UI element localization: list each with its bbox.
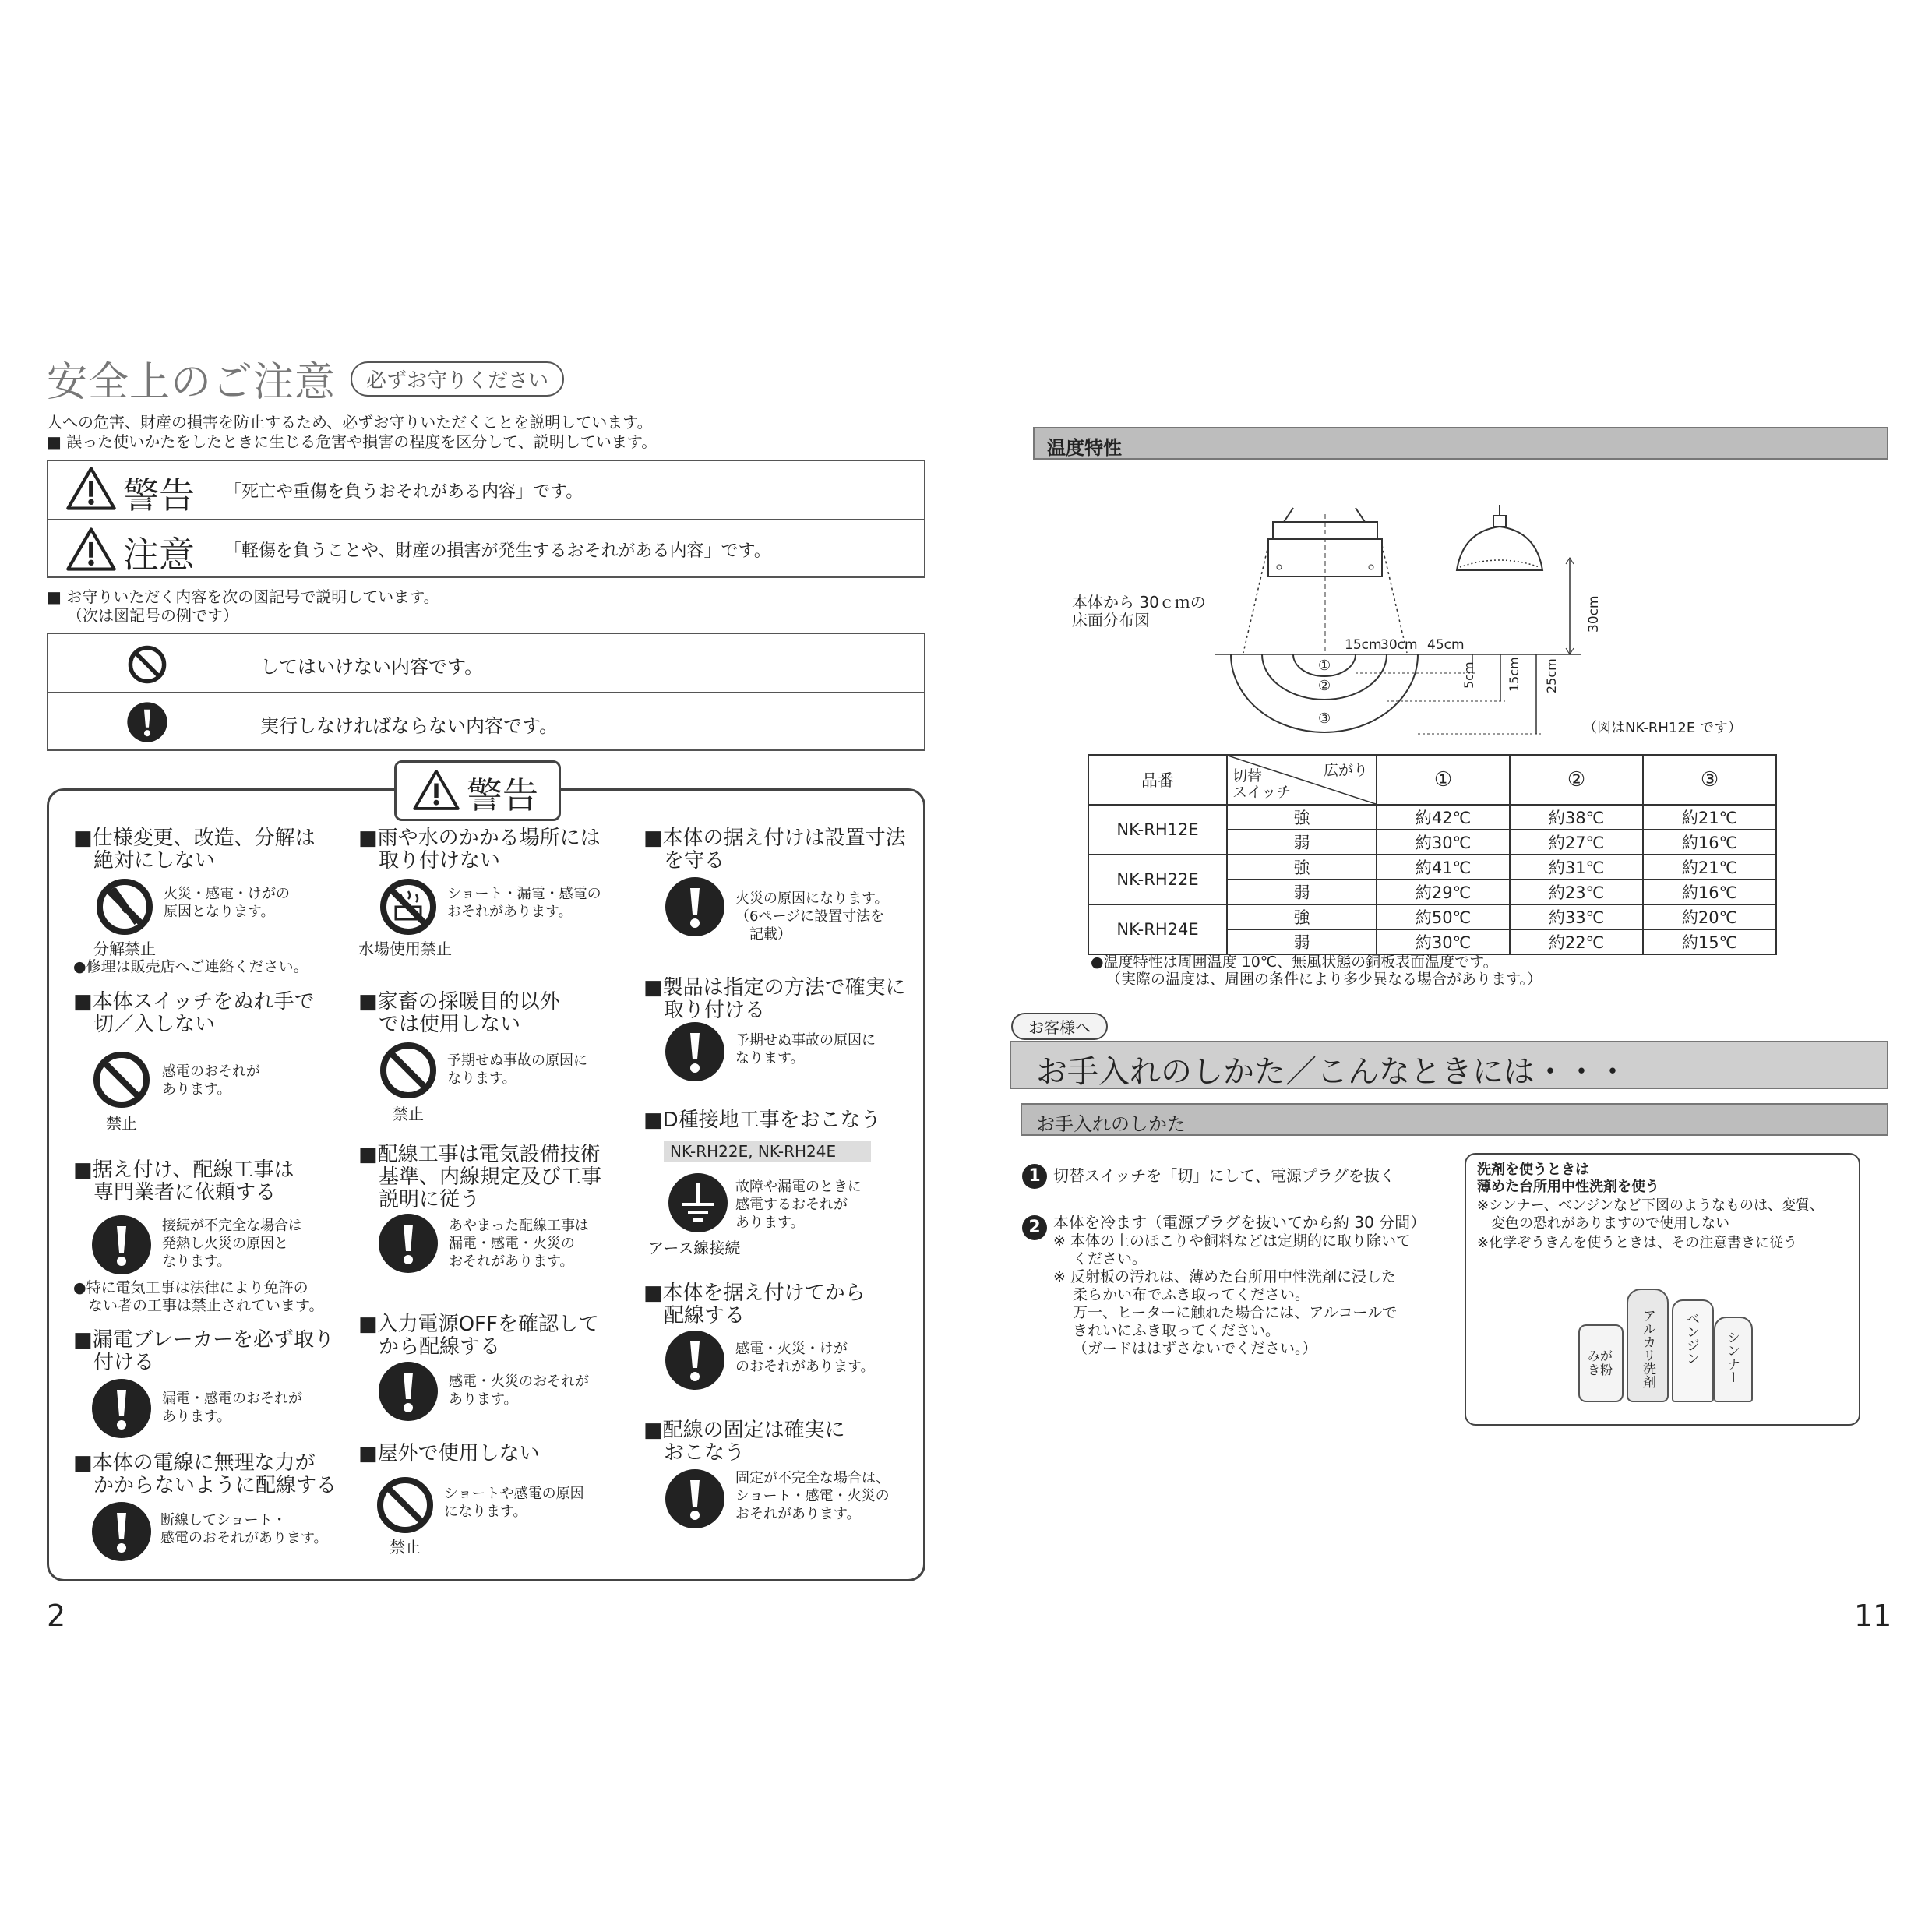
- ground-icon: [667, 1172, 729, 1234]
- model-cell: NK-RH22E: [1088, 855, 1227, 904]
- mandatory-icon: [377, 1212, 439, 1274]
- warning-title: ■本体の電線に無理な力が かからないように配線する: [73, 1451, 337, 1497]
- temp-cell: 約30℃: [1377, 830, 1510, 855]
- symbols-table: [47, 633, 925, 751]
- care-title-bar: [1010, 1041, 1888, 1089]
- section-header-temperature: [1033, 427, 1888, 460]
- icon-label: 禁止: [390, 1538, 421, 1557]
- warning-desc: 断線してショート・ 感電のおそれがあります。: [160, 1512, 328, 1546]
- symbols-intro: ■ お守りいただく内容を次の図記号で説明しています。: [47, 587, 439, 606]
- symbol-desc: 実行しなければならない内容です。: [260, 715, 559, 737]
- step-text: 本体を冷ます（電源プラグを抜いてから約 30 分間）: [1053, 1213, 1426, 1232]
- page-number: 11: [1854, 1599, 1892, 1633]
- prohibition-icon: [377, 1039, 439, 1102]
- care-title: お手入れのしかた／こんなときには・・・: [1036, 1054, 1628, 1090]
- zone-label: ③: [1318, 710, 1331, 727]
- section-title: 温度特性: [1047, 437, 1122, 459]
- temp-cell: 約33℃: [1510, 904, 1643, 929]
- model-cell: NK-RH12E: [1088, 805, 1227, 855]
- benzine-bottle: [1672, 1299, 1714, 1402]
- warning-title: ■仕様変更、改造、分解は 絶対にしない: [73, 827, 316, 873]
- switch-cell: 強: [1227, 805, 1377, 830]
- table-header-model: 品番: [1088, 755, 1227, 805]
- hazard-level-table: [47, 460, 925, 578]
- detergent-title: 薄めた台所用中性洗剤を使う: [1477, 1179, 1659, 1195]
- warning-title: ■D種接地工事をおこなう: [643, 1109, 881, 1132]
- table-note: （実際の温度は、周囲の条件により多少異なる場合があります。）: [1106, 971, 1542, 988]
- dim-label: 15cm: [1507, 657, 1521, 692]
- thinner-can: [1714, 1317, 1753, 1402]
- temp-cell: 約30℃: [1377, 929, 1510, 954]
- zone-label: ①: [1318, 658, 1331, 674]
- step-text: 切替スイッチを「切」にして、電源プラグを抜く: [1053, 1166, 1395, 1185]
- disassembly-prohibited-icon: [93, 876, 156, 938]
- warning-title: ■屋外で使用しない: [358, 1442, 540, 1465]
- warning-desc: 火災の原因になります。 （6ページに設置寸法を 記載）: [735, 890, 889, 943]
- table-header-spread: 広がり: [1323, 762, 1368, 779]
- dim-label: 5cm: [1461, 661, 1476, 689]
- warning-box-title: 警告: [467, 774, 538, 816]
- warning-note: ●修理は販売店へご連絡ください。: [73, 958, 308, 975]
- diagram-caption: 本体から 30ｃｍの 床面分布図: [1072, 593, 1206, 629]
- icon-label: 禁止: [393, 1105, 424, 1123]
- symbol-row-mandatory: [48, 693, 924, 749]
- warning-title: ■本体の据え付けは設置寸法 を守る: [643, 827, 906, 873]
- table-header-zone: ①: [1377, 755, 1510, 805]
- temp-cell: 約50℃: [1377, 904, 1510, 929]
- temp-cell: 約21℃: [1643, 855, 1776, 880]
- level-row-caution: [48, 520, 924, 576]
- temp-cell: 約22℃: [1510, 929, 1643, 954]
- warning-title: ■雨や水のかかる場所には 取り付けない: [358, 827, 601, 873]
- warning-desc: ショートや感電の原因 になります。: [444, 1486, 584, 1520]
- mandatory-icon: [90, 1214, 153, 1276]
- icon-label: 水場使用禁止: [358, 940, 452, 958]
- symbol-desc: してはいけない内容です。: [260, 656, 484, 678]
- symbols-intro: （次は図記号の例です）: [67, 606, 238, 625]
- step-number: 1: [1028, 1166, 1041, 1186]
- icon-label: アース線接続: [648, 1239, 741, 1257]
- table-header-switch: 切替 スイッチ: [1232, 767, 1292, 801]
- temp-cell: 約16℃: [1643, 880, 1776, 904]
- mandatory-icon: [90, 1500, 153, 1563]
- table-header-zone: ②: [1510, 755, 1643, 805]
- mandatory-icon: [377, 1360, 439, 1423]
- warning-triangle-icon: [65, 466, 117, 511]
- temp-cell: 約20℃: [1643, 904, 1776, 929]
- level-label: 注意: [123, 534, 195, 576]
- table-header-zone: ③: [1643, 755, 1776, 805]
- temp-cell: 約29℃: [1377, 880, 1510, 904]
- symbol-row-prohibition: [48, 634, 924, 693]
- product-label: アルカリ洗剤: [1640, 1309, 1655, 1388]
- mandatory-icon: [664, 1021, 726, 1083]
- icon-label: 分解禁止: [93, 940, 156, 958]
- detergent-title: 洗剤を使うときは: [1477, 1162, 1589, 1178]
- page-number: 2: [47, 1599, 66, 1633]
- warning-title: ■本体を据え付けてから 配線する: [643, 1282, 866, 1327]
- warning-title: ■本体スイッチをぬれ手で 切／入しない: [73, 990, 315, 1036]
- warning-desc: あやまった配線工事は 漏電・感電・火災の おそれがあります。: [449, 1218, 589, 1270]
- warning-box-header: [394, 760, 561, 821]
- temp-cell: 約31℃: [1510, 855, 1643, 880]
- customer-badge: お客様へ: [1011, 1013, 1108, 1040]
- dim-label: 30cm: [1380, 637, 1418, 653]
- alkali-detergent-bottle: [1627, 1289, 1669, 1402]
- switch-cell: 弱: [1227, 880, 1377, 904]
- warning-note: ●特に電気工事は法律により免許の ない者の工事は禁止されています。: [73, 1279, 324, 1314]
- title-badge: 必ずお守りください: [351, 361, 564, 397]
- diagram-note: （図はNK-RH12E です）: [1583, 720, 1742, 736]
- warning-triangle-icon: [65, 527, 117, 572]
- temp-cell: 約41℃: [1377, 855, 1510, 880]
- warning-desc: 漏電・感電のおそれが あります。: [162, 1391, 302, 1425]
- warning-desc: 感電・火災のおそれが あります。: [449, 1373, 589, 1408]
- mandatory-icon: [126, 701, 168, 743]
- warning-desc: 火災・感電・けがの 原因となります。: [164, 886, 290, 920]
- page-title: 安全上のご注意: [47, 359, 337, 406]
- mandatory-icon: [664, 876, 726, 938]
- table-header-spread-switch: [1227, 755, 1377, 805]
- intro-text: ■ 誤った使いかたをしたときに生じる危害や損害の程度を区分して、説明しています。: [47, 432, 658, 451]
- temp-cell: 約16℃: [1643, 830, 1776, 855]
- prohibition-icon: [90, 1049, 153, 1111]
- detergent-note: ※化学ぞうきんを使うときは、その注意書きに従う: [1477, 1235, 1798, 1251]
- table-row: [1088, 904, 1776, 929]
- temp-cell: 約27℃: [1510, 830, 1643, 855]
- warning-title: ■製品は指定の方法で確実に 取り付ける: [643, 976, 906, 1022]
- warning-desc: 予期せぬ事故の原因に なります。: [447, 1052, 587, 1087]
- step-notes: ※ 本体の上のほこりや飼料などは定期的に取り除いて ください。 ※ 反射板の汚れは、薄めた台所用中性洗剤に浸した 柔らかい布でふき取ってください。 万一、ヒーターに触れた場合には、アルコールで きれいにふき取ってください。 （ガードははずさないでください。）: [1053, 1232, 1411, 1357]
- level-desc: 「軽傷を負うことや、財産の損害が発生するおそれがある内容」です。: [224, 541, 771, 561]
- temp-cell: 約38℃: [1510, 805, 1643, 830]
- temperature-table: [1088, 754, 1777, 955]
- temp-cell: 約42℃: [1377, 805, 1510, 830]
- warning-title: ■入力電源OFFを確認して から配線する: [358, 1313, 599, 1359]
- care-subtitle: お手入れのしかた: [1036, 1113, 1186, 1135]
- warning-title: ■漏電ブレーカーを必ず取り 付ける: [73, 1328, 335, 1374]
- care-subtitle-bar: [1021, 1103, 1888, 1136]
- zone-label: ②: [1318, 678, 1331, 694]
- warning-title: ■家畜の採暖目的以外 では使用しない: [358, 990, 560, 1036]
- step-number-2: [1022, 1215, 1047, 1240]
- warning-title: ■配線の固定は確実に おこなう: [643, 1419, 845, 1465]
- product-label: シンナー: [1724, 1331, 1740, 1384]
- temp-cell: 約15℃: [1643, 929, 1776, 954]
- intro-text: 人への危害、財産の損害を防止するため、必ずお守りいただくことを説明しています。: [47, 413, 653, 432]
- level-row-warning: [48, 461, 924, 520]
- mandatory-icon: [90, 1377, 153, 1440]
- temp-cell: 約21℃: [1643, 805, 1776, 830]
- warning-triangle-icon: [412, 769, 460, 811]
- warning-desc: 予期せぬ事故の原因に なります。: [735, 1032, 876, 1066]
- product-label: ベンジン: [1683, 1312, 1699, 1365]
- warning-desc: 固定が不完全な場合は、 ショート・感電・火災の おそれがあります。: [735, 1470, 890, 1522]
- water-use-prohibited-icon: [377, 876, 439, 938]
- prohibition-icon: [374, 1474, 436, 1536]
- switch-cell: 弱: [1227, 830, 1377, 855]
- dim-label: 15cm: [1345, 637, 1382, 653]
- temp-cell: 約23℃: [1510, 880, 1643, 904]
- detergent-note: ※シンナー、ベンジンなど下図のようなものは、変質、 変色の恐れがありますので使用しない: [1477, 1197, 1824, 1232]
- model-cell: NK-RH24E: [1088, 904, 1227, 954]
- table-row: [1088, 805, 1776, 830]
- product-label: みがき粉: [1587, 1349, 1613, 1377]
- dim-label: 30cm: [1586, 595, 1602, 633]
- table-row: [1088, 855, 1776, 880]
- warning-title: ■据え付け、配線工事は 専門業者に依頼する: [73, 1158, 294, 1204]
- icon-label: 禁止: [106, 1114, 137, 1133]
- warning-desc: 故障や漏電のときに 感電するおそれが あります。: [735, 1179, 862, 1231]
- step-number: 2: [1028, 1218, 1041, 1237]
- warning-desc: 感電・火災・けが のおそれがあります。: [735, 1341, 875, 1375]
- level-desc: 「死亡や重傷を負うおそれがある内容」です。: [224, 482, 583, 502]
- mandatory-icon: [664, 1468, 726, 1530]
- dim-label: 25cm: [1544, 658, 1559, 693]
- step-number-1: [1022, 1164, 1047, 1189]
- warning-title: ■配線工事は電気設備技術 基準、内線規定及び工事 説明に従う: [358, 1143, 602, 1211]
- table-note: ●温度特性は周囲温度 10℃、無風状態の銅板表面温度です。: [1091, 954, 1498, 971]
- switch-cell: 強: [1227, 855, 1377, 880]
- level-label: 警告: [123, 474, 195, 516]
- polish-powder-can: [1578, 1324, 1624, 1402]
- prohibition-icon: [126, 643, 168, 686]
- warning-desc: 接続が不完全な場合は 発熱し火災の原因と なります。: [162, 1218, 302, 1270]
- mandatory-icon: [664, 1329, 726, 1391]
- temperature-distribution-diagram: [1215, 499, 1605, 748]
- switch-cell: 弱: [1227, 929, 1377, 954]
- switch-cell: 強: [1227, 904, 1377, 929]
- warning-desc: ショート・漏電・感電の おそれがあります。: [447, 886, 601, 920]
- dim-label: 45cm: [1427, 637, 1465, 653]
- model-tag: NK-RH22E, NK-RH24E: [664, 1141, 871, 1162]
- warning-desc: 感電のおそれが あります。: [162, 1063, 260, 1098]
